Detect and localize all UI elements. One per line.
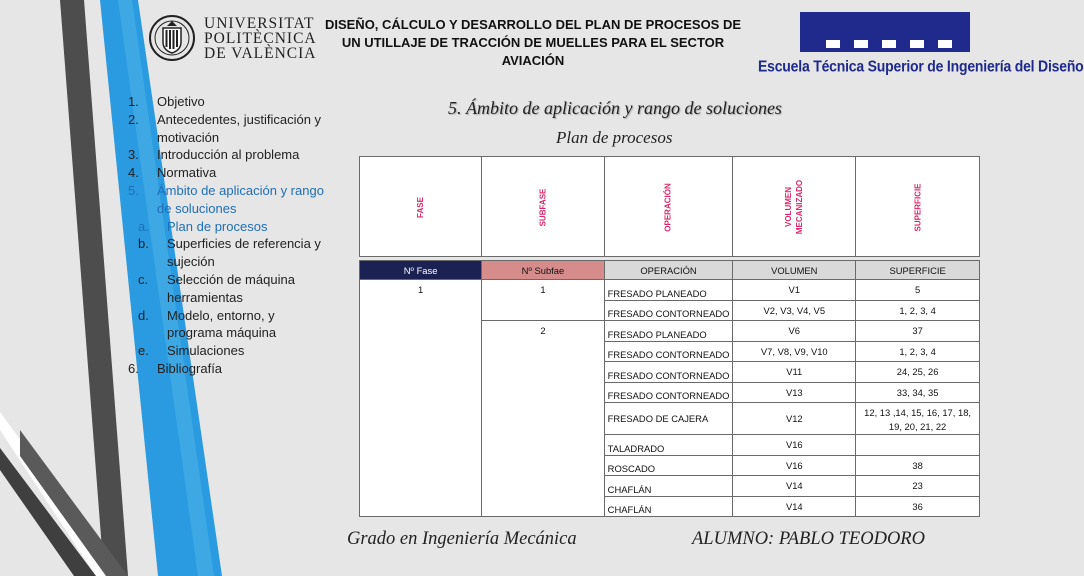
cell-volumen: V11 <box>733 362 856 383</box>
header-superficie: SUPERFICIE <box>856 261 980 280</box>
slide-index <box>128 93 328 378</box>
index-subitem-letter: a. <box>138 218 149 234</box>
cell-superficie: 38 <box>856 455 980 476</box>
index-item-introduccion[interactable] <box>128 146 328 164</box>
index-item-bibliografia[interactable] <box>128 360 328 378</box>
rotated-header-operacion: OPERACIÓN <box>664 182 674 232</box>
rotated-header-volumen <box>783 179 805 233</box>
header-subfase: Nº Subfae <box>482 261 604 280</box>
cell-superficie: 1, 2, 3, 4 <box>856 341 980 362</box>
index-item-number: 6. <box>128 360 139 376</box>
cell-volumen: V12 <box>733 403 856 435</box>
rotated-header-subfase: SUBFASE <box>538 188 548 226</box>
index-item-label: Bibliografía <box>157 360 223 376</box>
footer-degree: Grado en Ingeniería Mecánica <box>347 529 577 549</box>
index-item-label: Objetivo <box>157 94 205 109</box>
cell-operacion: FRESADO CONTORNEADO <box>604 300 733 321</box>
index-item-label: Introducción al problema <box>157 147 300 163</box>
index-subitem-letter: c. <box>138 271 149 287</box>
index-subitem-label: Simulaciones <box>167 343 245 359</box>
cell-volumen: V6 <box>733 321 856 342</box>
index-subitem-superficies[interactable] <box>128 235 328 271</box>
cell-volumen: V16 <box>733 435 856 456</box>
cell-superficie: 24, 25, 26 <box>856 362 980 383</box>
cell-subfase: 2 <box>482 321 604 517</box>
index-subitem-modelo[interactable] <box>128 307 328 343</box>
index-item-antecedentes[interactable] <box>128 111 328 147</box>
index-subitem-letter: e. <box>138 343 149 359</box>
index-item-ambito[interactable] <box>128 182 328 218</box>
index-item-objetivo[interactable] <box>128 93 328 111</box>
subsection-title: Plan de procesos <box>556 128 673 147</box>
cell-volumen: V16 <box>733 455 856 476</box>
upv-name-line3: DE VALÈNCIA <box>204 44 317 62</box>
cell-superficie <box>856 435 980 456</box>
rotated-header-volumen-line1: VOLUMEN <box>784 186 794 227</box>
cell-superficie: 36 <box>856 496 980 517</box>
index-subitem-simulaciones[interactable] <box>128 342 328 360</box>
process-plan-table <box>359 156 980 517</box>
cell-volumen: V7, V8, V9, V10 <box>733 341 856 362</box>
cell-operacion: FRESADO DE CAJERA <box>604 403 733 435</box>
cell-operacion: FRESADO PLANEADO <box>604 280 733 301</box>
index-item-label: Normativa <box>157 165 217 181</box>
footer-student: ALUMNO: PABLO TEODORO <box>692 529 925 549</box>
cell-volumen: V1 <box>733 280 856 301</box>
index-subitem-label: Modelo, entorno, y programa máquina <box>167 307 277 341</box>
index-item-label: Antecedentes, justificación y motivación <box>157 111 322 145</box>
rotated-header-fase: FASE <box>416 196 426 218</box>
cell-operacion: TALADRADO <box>604 435 733 456</box>
upv-logo <box>148 14 317 62</box>
upv-name-line2: POLITÈCNICA <box>204 29 317 47</box>
cell-volumen: V14 <box>733 476 856 497</box>
cell-subfase: 1 <box>482 280 604 321</box>
index-subitem-label: Plan de procesos <box>167 218 268 234</box>
header-volumen: VOLUMEN <box>733 261 856 280</box>
slide-header-title: DISEÑO, CÁLCULO Y DESARROLLO DEL PLAN DE PROCESOS DE UN UTILLAJE DE TRACCIÓN DE MUELLES PARA EL SECTOR AVIACIÓN <box>324 17 742 68</box>
cell-operacion: CHAFLÁN <box>604 496 733 517</box>
cell-volumen: V14 <box>733 496 856 517</box>
cell-superficie: 37 <box>856 321 980 342</box>
index-item-number: 5. <box>128 182 139 198</box>
index-subitem-label: Selección de máquina herramientas <box>167 271 295 305</box>
table-row <box>360 280 980 301</box>
cell-superficie: 5 <box>856 280 980 301</box>
cell-fase: 1 <box>360 280 482 517</box>
index-subitem-letter: d. <box>138 307 149 323</box>
index-item-number: 1. <box>128 94 139 109</box>
cell-superficie: 23 <box>856 476 980 497</box>
header-operacion: OPERACIÓN <box>604 261 733 280</box>
index-subitem-label: Superficies de referencia y sujeción <box>167 236 321 270</box>
etsid-logo <box>758 12 1084 76</box>
cell-volumen: V2, V3, V4, V5 <box>733 300 856 321</box>
index-subitem-letter: b. <box>138 236 149 252</box>
rotated-header-superficie: SUPERFICIE <box>913 182 923 232</box>
index-item-number: 2. <box>128 111 139 127</box>
index-item-number: 3. <box>128 147 139 163</box>
cell-operacion: FRESADO CONTORNEADO <box>604 362 733 383</box>
cell-volumen: V13 <box>733 382 856 403</box>
index-subitem-seleccion[interactable] <box>128 271 328 307</box>
etsid-name: Escuela Técnica Superior de Ingeniería del Diseño <box>758 56 1084 76</box>
upv-name-line1: UNIVERSITAT <box>204 14 315 32</box>
university-shield-icon <box>148 14 196 62</box>
cell-operacion: ROSCADO <box>604 455 733 476</box>
index-item-number: 4. <box>128 165 139 181</box>
etsid-logo-mark <box>800 12 970 52</box>
index-item-normativa[interactable] <box>128 164 328 182</box>
index-item-label: Ámbito de aplicación y rango de soluciones <box>157 182 324 216</box>
cell-operacion: FRESADO CONTORNEADO <box>604 382 733 403</box>
table-header-row <box>360 261 980 280</box>
cell-operacion: FRESADO CONTORNEADO <box>604 341 733 362</box>
index-subitem-plan-procesos[interactable] <box>128 218 328 236</box>
rotated-header-volumen-line2: MECANIZADO <box>795 179 805 234</box>
section-title: 5. Ámbito de aplicación y rango de soluciones <box>448 98 782 118</box>
header-fase: Nº Fase <box>360 261 482 280</box>
cell-operacion: FRESADO PLANEADO <box>604 321 733 342</box>
cell-superficie: 1, 2, 3, 4 <box>856 300 980 321</box>
rotated-header-row <box>360 157 980 257</box>
cell-superficie: 33, 34, 35 <box>856 382 980 403</box>
cell-operacion: CHAFLÁN <box>604 476 733 497</box>
cell-superficie: 12, 13 ,14, 15, 16, 17, 18, 19, 20, 21, 22 <box>856 403 980 435</box>
